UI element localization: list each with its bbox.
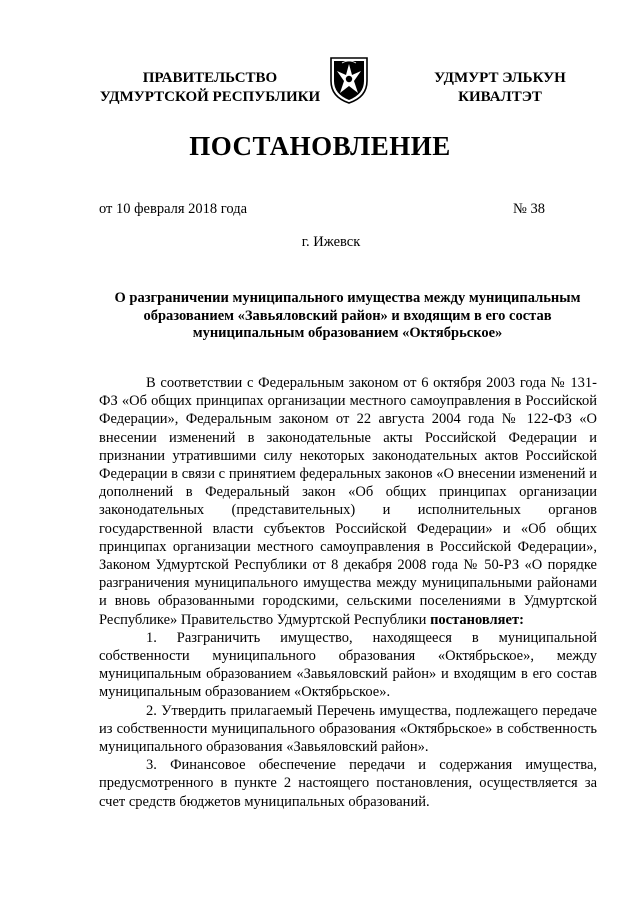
clause-1: 1. Разграничить имущество, находящееся в муниципальной собственности муниципального образования «Октябрьское», между муниципальным образованием «Завьяловский район» и входящим в его состав муниципальным образованием «Октябрьское». <box>99 629 597 701</box>
document-type-title: ПОСТАНОВЛЕНИЕ <box>189 131 451 161</box>
document-number: № 38 <box>513 201 545 217</box>
document-subject <box>99 290 596 343</box>
clause-2: 2. Утвердить прилагаемый Перечень имущества, подлежащего передаче из собственности муниципального образования «Октябрьское» в собственность муниципального образования «Завьяловский район». <box>99 702 597 756</box>
preamble-text: В соответствии с Федеральным законом от 6 октября 2003 года № 131-ФЗ «Об общих принципах организации местного самоуправления в Российской Федерации», Федеральным законом от 22 августа 2004 года № 122-ФЗ «О внесении изменений в законодательные акты Российской Федерации и признании утратившими силу некоторых законодательных актов Российской Федерации в связи с принятием федеральных законов «О внесении изменений и дополнений в Федеральный закон «Об общих принципах организации законодательных (представительных) и исполнительных органов государственной власти субъектов Российской Федерации» и «Об общих принципах организации местного самоуправления в Российской Федерации», Законом Удмуртской Республики от 8 декабря 2008 года № 50-РЗ «О порядке разграничения муниципального имущества между муниципальными районами и вновь образованными городскими, сельскими поселениями в Удмуртской Республике» Правительство Удмуртской Республики <box>99 375 597 628</box>
preamble-paragraph <box>99 374 597 629</box>
document-date: от 10 февраля 2018 года <box>99 201 248 217</box>
issuer-udmurt-line-2: КИВАЛТЭТ <box>458 89 542 105</box>
subject-line-3: муниципальным образованием «Октябрьское» <box>192 325 503 341</box>
document-body <box>99 374 597 811</box>
clause-3: 3. Финансовое обеспечение передачи и содержания имущества, предусмотренного в пункте 2 настоящего постановления, осуществляется за счет средств бюджетов муниципальных образований. <box>99 757 597 810</box>
issuer-line-2: УДМУРТСКОЙ РЕСПУБЛИКИ <box>99 89 321 105</box>
subject-line-1: О разграничении муниципального имущества между муниципальным <box>114 290 581 306</box>
issuer-udmurt-line-1: УДМУРТ ЭЛЬКУН <box>434 70 566 86</box>
issuer-name-russian <box>85 69 335 107</box>
coat-of-arms-icon <box>328 55 370 105</box>
resolves-keyword: постановляет: <box>430 611 524 628</box>
issuer-line-1: ПРАВИТЕЛЬСТВО <box>142 70 278 86</box>
subject-line-2: образованием «Завьяловский район» и входящим в его состав <box>143 307 552 324</box>
issuer-name-udmurt <box>430 69 570 107</box>
document-city: г. Ижевск <box>301 234 361 250</box>
